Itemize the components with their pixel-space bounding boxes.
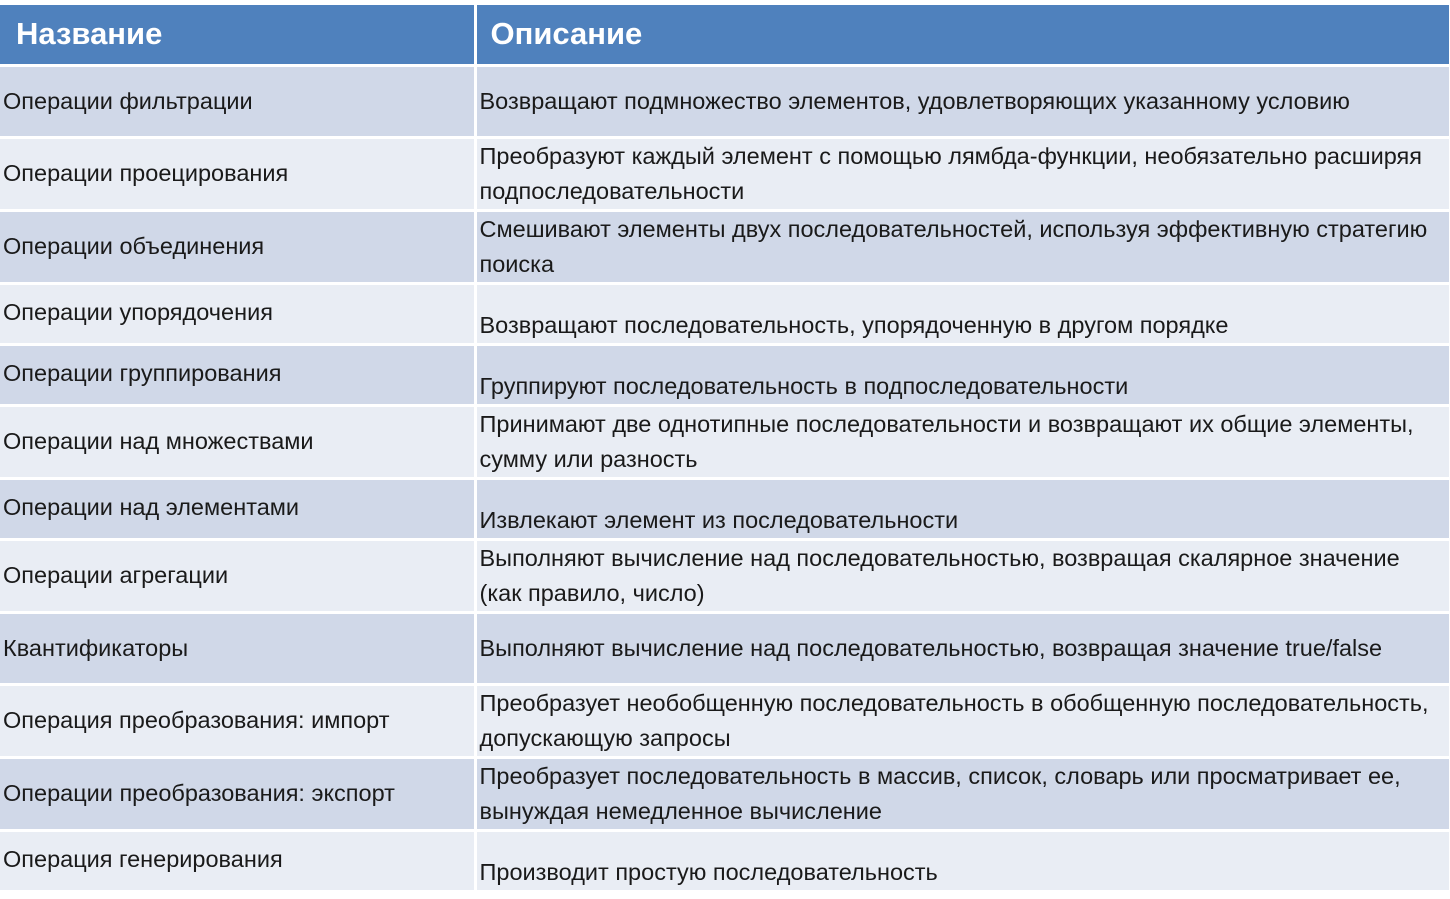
table-row — [0, 684, 1450, 757]
row-description: Смешивают элементы двух последовательностей, используя эффективную стратегию поиска — [475, 210, 1450, 283]
row-description: Извлекают элемент из последовательности — [475, 478, 1450, 539]
table-row — [0, 830, 1450, 891]
table-row — [0, 612, 1450, 684]
row-name: Операции объединения — [0, 210, 475, 283]
row-name: Операции над элементами — [0, 478, 475, 539]
row-description: Принимают две однотипные последовательности и возвращают их общие элементы, сумму или разность — [475, 405, 1450, 478]
table-row — [0, 137, 1450, 210]
row-description: Выполняют вычисление над последовательностью, возвращая значение true/false — [475, 612, 1450, 684]
row-name: Операции группирования — [0, 344, 475, 405]
row-name: Операции проецирования — [0, 137, 475, 210]
row-name: Операции агрегации — [0, 539, 475, 612]
row-description: Возвращают последовательность, упорядоченную в другом порядке — [475, 283, 1450, 344]
table-row — [0, 405, 1450, 478]
row-description: Преобразуют каждый элемент с помощью лямбда-функции, необязательно расширяя подпоследовательности — [475, 137, 1450, 210]
row-name: Операция генерирования — [0, 830, 475, 891]
table-row — [0, 210, 1450, 283]
table-row — [0, 344, 1450, 405]
row-description: Группируют последовательность в подпоследовательности — [475, 344, 1450, 405]
table-row — [0, 478, 1450, 539]
row-description: Преобразует необобщенную последовательность в обобщенную последовательность, допускающую запросы — [475, 684, 1450, 757]
row-name: Квантификаторы — [0, 612, 475, 684]
row-name: Операции преобразования: экспорт — [0, 757, 475, 830]
header-name: Название — [0, 5, 475, 65]
row-description: Преобразует последовательность в массив, список, словарь или просматривает ее, вынуждая немедленное вычисление — [475, 757, 1450, 830]
row-name: Операции упорядочения — [0, 283, 475, 344]
table-row — [0, 757, 1450, 830]
row-name: Операции фильтрации — [0, 65, 475, 137]
row-description: Производит простую последовательность — [475, 830, 1450, 891]
row-description: Возвращают подмножество элементов, удовлетворяющих указанному условию — [475, 65, 1450, 137]
table-row — [0, 539, 1450, 612]
table-row — [0, 65, 1450, 137]
header-description: Описание — [475, 5, 1450, 65]
row-description: Выполняют вычисление над последовательностью, возвращая скалярное значение (как правило, число) — [475, 539, 1450, 612]
operations-table — [0, 5, 1450, 893]
row-name: Операция преобразования: импорт — [0, 684, 475, 757]
table-row — [0, 283, 1450, 344]
table-header-row — [0, 5, 1450, 65]
row-name: Операции над множествами — [0, 405, 475, 478]
